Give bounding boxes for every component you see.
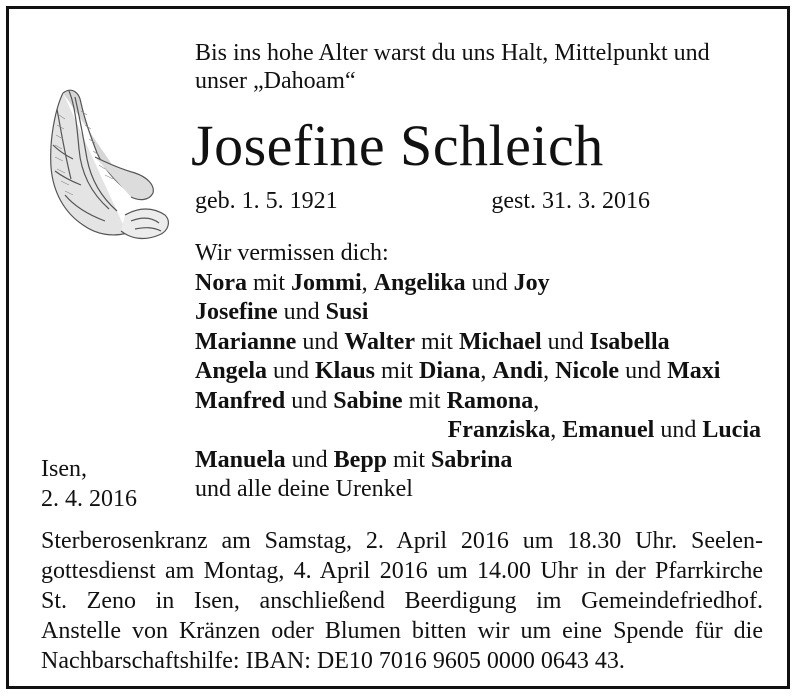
mourners-list: [195, 239, 761, 505]
connector-text: und alle deine Urenkel: [195, 476, 413, 502]
mourner-line: [195, 475, 761, 505]
connector-text: und: [619, 358, 668, 384]
mourner-name: Franziska: [447, 417, 551, 443]
mourner-name: Andi: [492, 358, 544, 384]
mourner-name: Walter: [344, 328, 415, 355]
mourner-name: Jommi: [291, 269, 362, 296]
announcement-line: gottesdienst am Montag, 4. April 2016 um 14.00 Uhr in der Pfarrkirche: [41, 558, 763, 584]
service-announcement: [41, 526, 763, 676]
mourner-name: Sabine: [333, 387, 403, 414]
connector-text: und: [465, 269, 514, 296]
connector-text: und: [277, 299, 326, 325]
mourner-name: Manfred: [195, 387, 286, 414]
mourner-name: Lucia: [702, 417, 761, 443]
notice-date: 2. 4. 2016: [41, 485, 137, 512]
connector-text: mit: [402, 387, 447, 414]
connector-text: und: [296, 328, 345, 355]
mourner-name: Angela: [195, 358, 267, 384]
mourner-name: Angelika: [373, 269, 466, 296]
announcement-line: Nachbarschaftshilfe: IBAN: DE10 7016 9605 0000 0643 43.: [41, 648, 625, 674]
connector-text: mit: [375, 358, 420, 384]
mourner-line: [195, 387, 761, 417]
quote-line-2: unser „Dahoam“: [195, 68, 356, 94]
mourner-line: [195, 446, 761, 476]
mourner-name: Bepp: [333, 446, 388, 473]
connector-text: und: [654, 417, 703, 443]
memorial-quote: [195, 39, 710, 95]
place-and-date: [41, 455, 137, 514]
connector-text: ,: [550, 417, 563, 443]
connector-text: ,: [361, 269, 374, 296]
connector-text: und: [285, 387, 334, 414]
announcement-line: Sterberosenkranz am Samstag, 2. April 2016 um 18.30 Uhr. Seelen-: [41, 528, 763, 554]
connector-text: ,: [543, 358, 556, 384]
mourner-name: Diana: [419, 358, 481, 384]
mourner-name: Marianne: [195, 328, 297, 355]
mourner-name: Emanuel: [562, 417, 655, 443]
mourner-line: [195, 269, 761, 299]
mourner-name: Joy: [513, 269, 550, 296]
mourner-line: [195, 328, 761, 358]
announcement-line: Anstelle von Kränzen oder Blumen bitten wir um eine Spende für die: [41, 618, 763, 644]
connector-text: mit: [414, 328, 459, 355]
birth-date: geb. 1. 5. 1921: [195, 188, 338, 214]
obituary-notice: [6, 6, 790, 689]
connector-text: mit: [246, 269, 291, 296]
connector-text: ,: [533, 387, 540, 414]
mourner-name: Maxi: [667, 358, 721, 384]
mourners-intro: Wir vermissen dich:: [195, 240, 389, 266]
announcement-line: St. Zeno in Isen, anschließend Beerdigung im Gemeindefriedhof.: [41, 588, 763, 614]
mourner-name: Michael: [458, 328, 542, 355]
mourner-name: Sabrina: [431, 446, 513, 473]
mourner-line: [195, 357, 761, 387]
place-city: Isen,: [41, 456, 87, 482]
mourner-line: [195, 298, 761, 328]
connector-text: und: [285, 446, 334, 473]
quote-line-1: Bis ins hohe Alter warst du uns Halt, Mittelpunkt und: [195, 40, 710, 66]
mourner-name: Manuela: [195, 446, 286, 473]
mourner-line: [195, 416, 761, 446]
mourner-name: Nora: [195, 269, 247, 296]
mourner-name: Susi: [325, 299, 369, 325]
death-date: gest. 31. 3. 2016: [491, 188, 650, 214]
mourner-name: Josefine: [195, 299, 278, 325]
deceased-name: Josefine Schleich: [191, 113, 604, 178]
connector-text: und: [267, 358, 315, 384]
praying-hands-icon: [35, 75, 175, 245]
mourner-name: Klaus: [315, 358, 376, 384]
connector-text: mit: [387, 446, 432, 473]
mourner-name: Ramona: [446, 387, 534, 414]
mourner-name: Nicole: [555, 358, 620, 384]
mourner-name: Isabella: [589, 328, 670, 355]
connector-text: und: [541, 328, 590, 355]
connector-text: ,: [480, 358, 493, 384]
